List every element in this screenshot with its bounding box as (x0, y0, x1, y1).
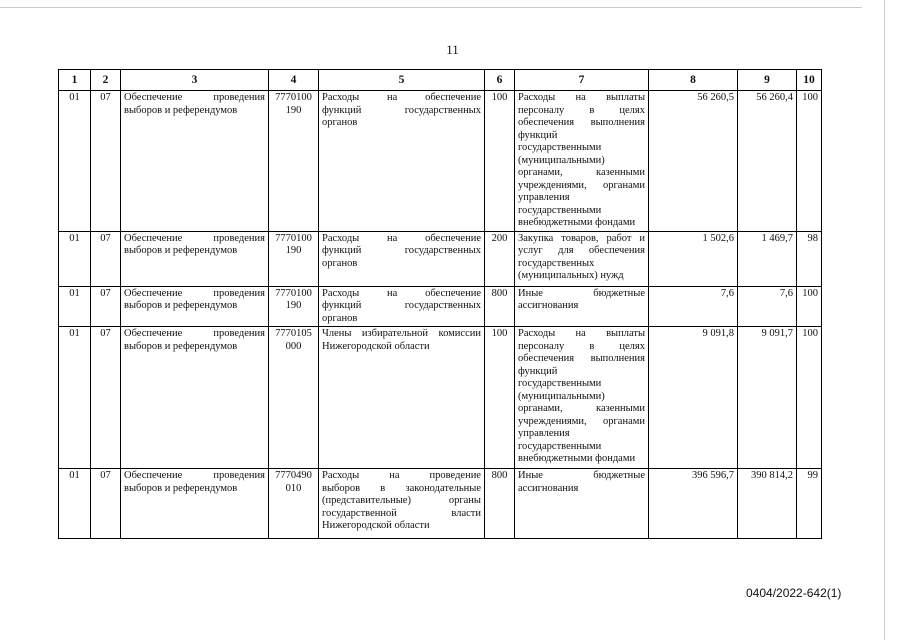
cell-line: выборов в законодательные (322, 482, 481, 494)
cell-line: выборов и референдумов (124, 104, 238, 116)
expense-name (319, 286, 485, 327)
cell-line: органов (322, 257, 358, 269)
header-cell: 10 (797, 70, 822, 91)
header-cell: 1 (59, 70, 91, 91)
header-cell: 7 (515, 70, 649, 91)
cell-line: выборов и референдумов (124, 300, 238, 311)
expense-type-code: 200 (485, 231, 515, 286)
cell-line: персоналу в целях (518, 340, 645, 352)
planned-amount: 1 502,6 (649, 231, 738, 286)
planned-amount: 396 596,7 (649, 469, 738, 539)
cell-line: Расходы на проведение (322, 470, 481, 481)
executed-amount: 9 091,7 (738, 327, 797, 469)
table-row (59, 231, 822, 286)
cell-line: Расходы на обеспечение (322, 232, 481, 244)
cell-line: функций государственных (322, 300, 481, 311)
executed-amount: 56 260,4 (738, 91, 797, 232)
section-code: 01 (59, 327, 91, 469)
cell-line: внебюджетными фондами (518, 217, 636, 228)
cell-line: учреждениями, органами (518, 415, 645, 427)
program-name (121, 91, 269, 232)
cell-line: ассигнования (518, 300, 579, 311)
budget-table (58, 69, 822, 539)
cell-line: персоналу в целях (518, 104, 645, 116)
table-row (59, 286, 822, 327)
header-cell: 6 (485, 70, 515, 91)
cell-line: функций (518, 129, 558, 141)
cell-line: государственных (518, 257, 595, 269)
cell-line: Обеспечение проведения (124, 92, 265, 103)
cell-line: Члены избирательной комиссии (322, 328, 481, 339)
expense-type-code: 800 (485, 286, 515, 327)
cell-line: органами, казенными (518, 167, 645, 178)
cell-line: обеспечения выполнения (518, 353, 645, 364)
expense-name (319, 91, 485, 232)
subsection-code: 07 (91, 91, 121, 232)
cell-line: 010 (285, 482, 302, 494)
subsection-code: 07 (91, 286, 121, 327)
expense-type-code: 100 (485, 327, 515, 469)
cell-line: 7770100 (275, 287, 312, 299)
planned-amount: 56 260,5 (649, 91, 738, 232)
subsection-code: 07 (91, 469, 121, 539)
section-code: 01 (59, 469, 91, 539)
table-body (59, 91, 822, 539)
cell-line: (представительные) органы (322, 495, 481, 506)
executed-amount: 390 814,2 (738, 469, 797, 539)
cell-line: 7770100 (275, 92, 312, 103)
cell-line: 190 (285, 245, 302, 256)
cell-line: 7770105 (275, 328, 312, 339)
cell-line: функций (518, 365, 558, 377)
cell-line: Нижегородской области (322, 520, 430, 531)
execution-percent: 100 (797, 286, 822, 327)
table-row (59, 469, 822, 539)
target-article-code (269, 286, 319, 327)
cell-line: функций государственных (322, 245, 481, 256)
section-code: 01 (59, 91, 91, 232)
execution-percent: 98 (797, 231, 822, 286)
execution-percent: 100 (797, 327, 822, 469)
cell-line: управления (518, 192, 570, 203)
cell-line: Иные бюджетные (518, 287, 645, 299)
planned-amount: 7,6 (649, 286, 738, 327)
planned-amount: 9 091,8 (649, 327, 738, 469)
program-name (121, 327, 269, 469)
cell-line: выборов и референдумов (124, 482, 238, 494)
subsection-code: 07 (91, 231, 121, 286)
table-row (59, 327, 822, 469)
target-article-code (269, 91, 319, 232)
header-cell: 4 (269, 70, 319, 91)
cell-line: выборов и референдумов (124, 245, 238, 256)
subsection-code: 07 (91, 327, 121, 469)
executed-amount: 1 469,7 (738, 231, 797, 286)
cell-line: Расходы на обеспечение (322, 287, 481, 299)
expense-type-code: 800 (485, 469, 515, 539)
cell-line: государственными (518, 440, 602, 452)
section-code: 01 (59, 231, 91, 286)
table-row (59, 91, 822, 232)
expense-type-name (515, 91, 649, 232)
cell-line: 190 (285, 300, 302, 311)
cell-line: Нижегородской области (322, 340, 430, 352)
cell-line: ассигнования (518, 482, 579, 494)
header-cell: 8 (649, 70, 738, 91)
cell-line: Обеспечение проведения (124, 287, 265, 299)
cell-line: Расходы на обеспечение (322, 92, 481, 103)
cell-line: функций государственных (322, 104, 481, 116)
program-name (121, 286, 269, 327)
target-article-code (269, 327, 319, 469)
header-cell: 3 (121, 70, 269, 91)
cell-line: органов (322, 312, 358, 324)
executed-amount: 7,6 (738, 286, 797, 327)
expense-type-name (515, 286, 649, 327)
cell-line: 000 (285, 340, 302, 352)
expense-name (319, 469, 485, 539)
program-name (121, 469, 269, 539)
cell-line: Расходы на выплаты (518, 92, 645, 103)
cell-line: 7770100 (275, 232, 312, 244)
program-name (121, 231, 269, 286)
cell-line: (муниципальных) нужд (518, 270, 624, 281)
cell-line: обеспечения выполнения (518, 117, 645, 128)
expense-type-code: 100 (485, 91, 515, 232)
cell-line: государственными (518, 204, 602, 216)
header-row (59, 70, 822, 91)
expense-type-name (515, 231, 649, 286)
cell-line: выборов и референдумов (124, 340, 238, 352)
cell-line: государственной власти (322, 507, 481, 519)
cell-line: Обеспечение проведения (124, 470, 265, 481)
cell-line: (муниципальными) (518, 154, 605, 166)
cell-line: 190 (285, 104, 302, 116)
expense-name (319, 327, 485, 469)
execution-percent: 100 (797, 91, 822, 232)
cell-line: органов (322, 117, 358, 128)
cell-line: (муниципальными) (518, 390, 605, 402)
header-cell: 2 (91, 70, 121, 91)
target-article-code (269, 469, 319, 539)
cell-line: учреждениями, органами (518, 179, 645, 191)
right-rule (884, 0, 885, 640)
cell-line: управления (518, 428, 570, 439)
cell-line: услуг для обеспечения (518, 245, 645, 256)
expense-type-name (515, 469, 649, 539)
header-cell: 9 (738, 70, 797, 91)
cell-line: 7770490 (275, 470, 312, 481)
cell-line: государственными (518, 142, 602, 153)
header-cell: 5 (319, 70, 485, 91)
cell-line: Обеспечение проведения (124, 328, 265, 339)
cell-line: Закупка товаров, работ и (518, 232, 645, 244)
execution-percent: 99 (797, 469, 822, 539)
cell-line: Иные бюджетные (518, 470, 645, 481)
cell-line: органами, казенными (518, 403, 645, 414)
cell-line: государственными (518, 378, 602, 389)
cell-line: Расходы на выплаты (518, 328, 645, 339)
expense-name (319, 231, 485, 286)
page-number: 11 (446, 42, 459, 57)
top-rule (0, 7, 862, 8)
cell-line: внебюджетными фондами (518, 453, 636, 464)
target-article-code (269, 231, 319, 286)
section-code: 01 (59, 286, 91, 327)
expense-type-name (515, 327, 649, 469)
cell-line: Обеспечение проведения (124, 232, 265, 244)
document-code: 0404/2022-642(1) (746, 586, 842, 600)
